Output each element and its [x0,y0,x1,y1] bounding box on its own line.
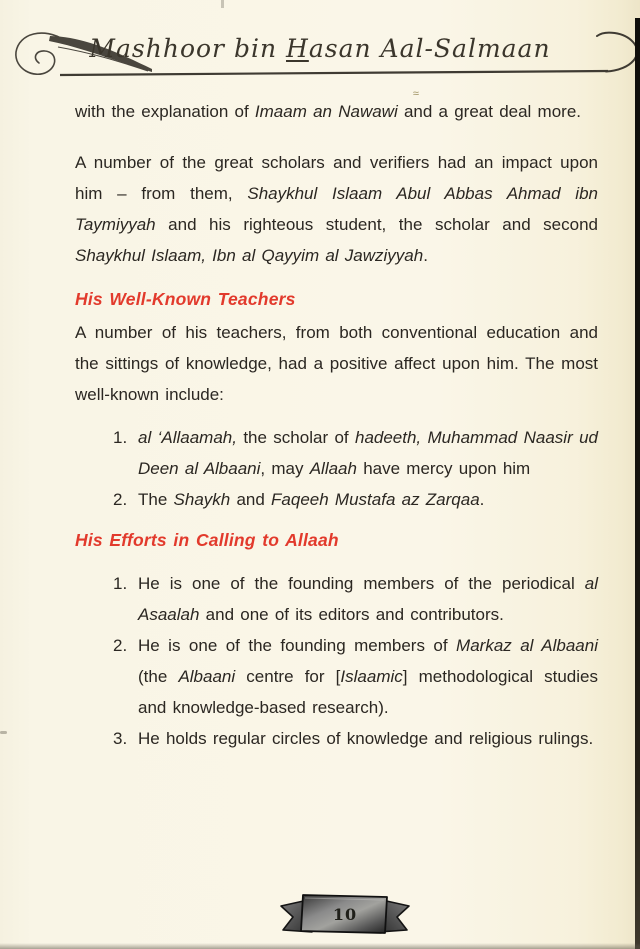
section-heading-teachers: His Well-Known Teachers [75,289,296,309]
text-segment: H [286,34,309,63]
text-segment: Shaykh [173,490,231,509]
text-segment: Mashhoor bin [89,34,287,63]
text-segment: Albaani [178,667,236,686]
text-segment: He is one of the founding members of [138,636,457,655]
list-number: 2. [113,490,128,509]
list-item [75,630,598,723]
text-segment: (the [138,667,179,686]
text-segment: Faqeeh Mustafa az Zarqaa [271,490,480,509]
running-header-title [40,34,600,63]
text-segment: Imaam an Nawawi [254,102,398,121]
text-segment: and his righteous student, the scholar and second [155,215,598,234]
list-item-text [138,422,598,484]
list-item [75,422,598,484]
text-segment: He is one of the founding members of the periodical [138,574,585,593]
text-segment: . [479,490,485,509]
paragraph-nawawi [75,96,598,127]
scan-speck-top [221,0,224,8]
text-segment: hadeeth, Muhammad Naasir ud Deen al Albaani [138,428,598,478]
text-segment: asan Aal-Salmaan [308,34,551,63]
text-segment: al ‘Allaamah, [138,428,237,447]
text-segment: the scholar of [236,428,355,447]
page-number-ribbon [276,889,414,939]
list-item-text [138,484,598,515]
page-number: 10 [332,905,358,924]
text-segment: and one of its editors and contributors. [199,605,504,624]
text-segment: with the explanation of [75,102,255,121]
paragraph-teachers-intro [75,317,598,410]
paragraph-scholars-impact [75,147,598,271]
text-segment: ] methodological studies and knowledge-based research). [138,667,598,717]
text-segment: and a great deal more. [397,102,582,121]
list-number: 1. [113,428,128,447]
text-segment: Markaz al Albaani [456,636,598,655]
section-heading-efforts: His Efforts in Calling to Allaah [75,530,339,550]
ribbon-banner-icon [276,889,414,939]
text-segment: al Asaalah [138,574,598,624]
text-segment: A number of the great scholars and verifiers had an impact upon him – from them, [75,153,598,203]
list-item [75,723,598,754]
list-item [75,484,598,515]
list-item-text [138,630,598,723]
text-segment: , may [260,459,310,478]
text-segment: . [423,246,428,265]
page-body [75,96,598,754]
list-number: 2. [113,636,128,655]
teachers-list [75,422,598,515]
text-segment: Shaykhul Islaam, Ibn al Qayyim al Jawziyyah [75,246,424,265]
text-segment: centre for [ [235,667,341,686]
efforts-list [75,568,598,754]
text-segment: have mercy upon him [356,459,531,478]
text-segment: Allaah [309,459,357,478]
scan-edge-right [635,18,640,949]
list-item [75,568,598,630]
text-segment: and [230,490,272,509]
text-segment: Islaamic [340,667,403,686]
list-item-text [138,723,598,754]
list-number: 3. [113,729,128,748]
text-segment: The [138,490,174,509]
text-segment: A number of his teachers, from both conventional education and the sittings of knowledge, had a positive affect upon him. The most well-known include: [75,323,598,404]
ink-smudge: ≈ [412,87,419,101]
text-segment: Shaykhul Islaam Abul Abbas Ahmad ibn Taymiyyah [75,184,598,234]
scan-speck-left [0,731,7,734]
list-number: 1. [113,574,128,593]
scan-edge-bottom [0,943,640,949]
list-item-text [138,568,598,630]
text-segment: He holds regular circles of knowledge and religious rulings. [138,729,594,748]
